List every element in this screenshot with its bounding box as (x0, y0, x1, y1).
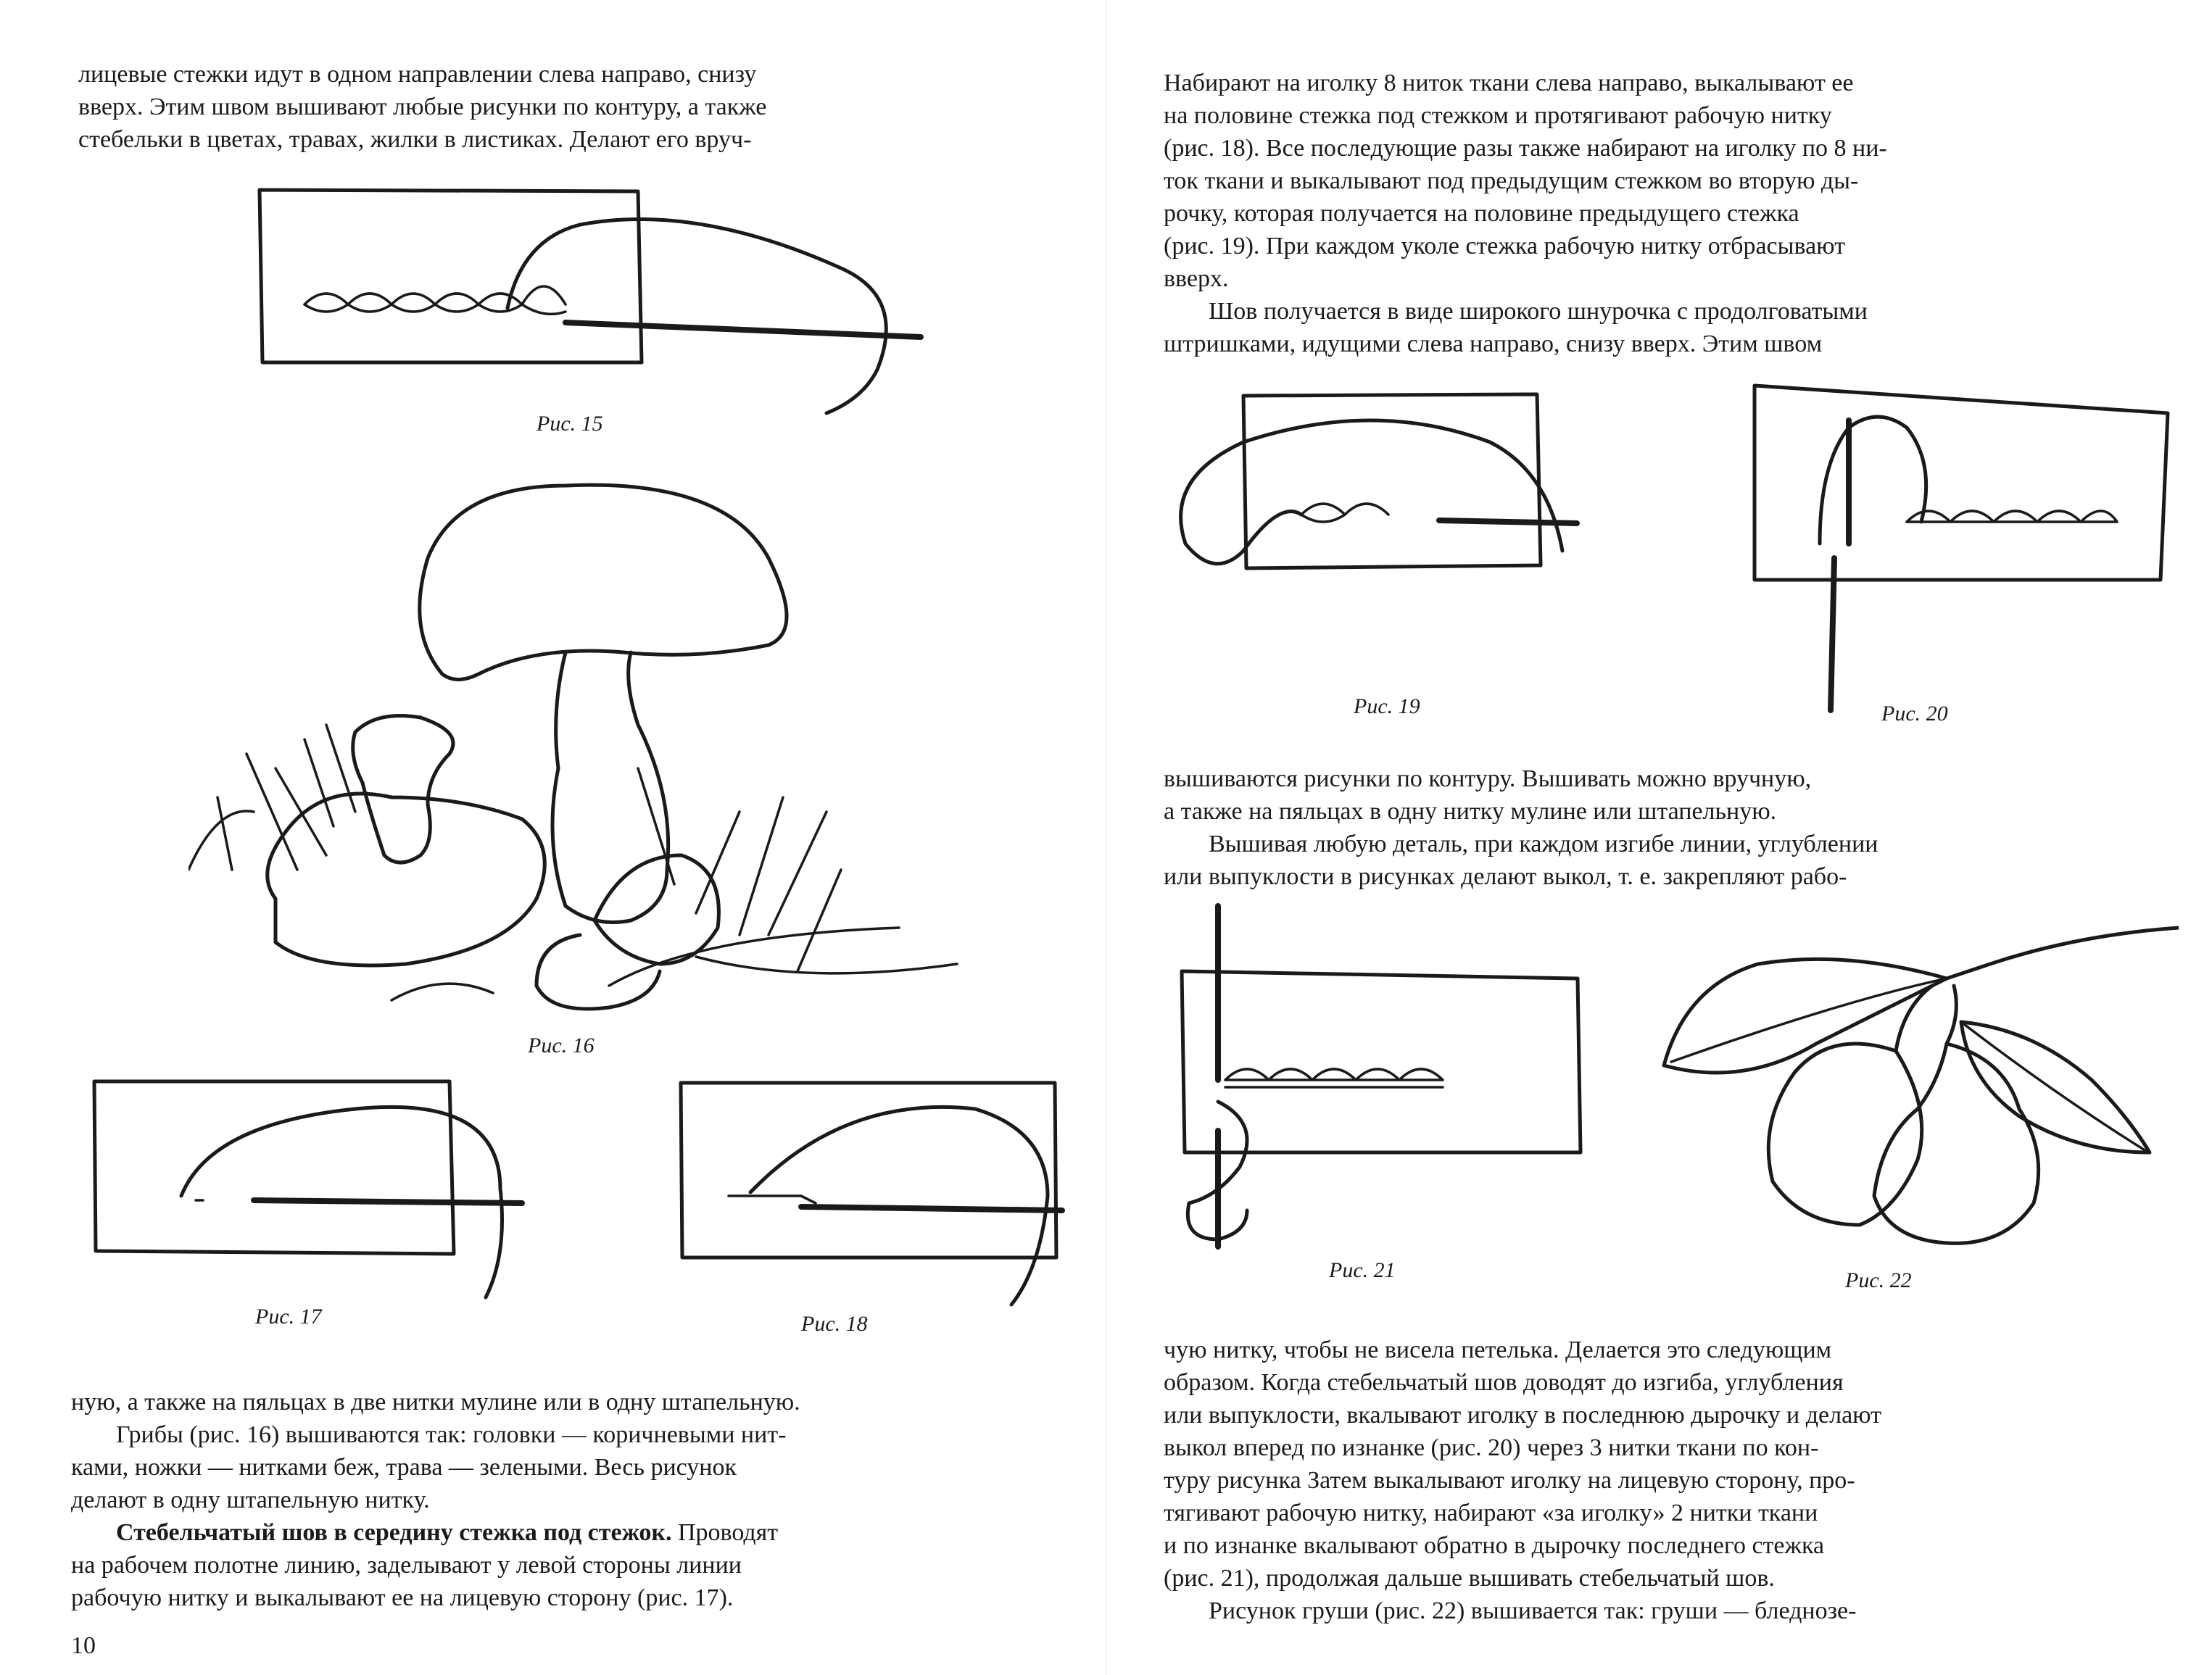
text-line: а также на пяльцах в одну нитку мулине или штапельную. (1164, 798, 1777, 825)
right-pear (1874, 1044, 2039, 1243)
caption-fig-18: Рис. 18 (801, 1312, 868, 1336)
fabric-outline (1755, 386, 2168, 580)
stitch-row-under (305, 304, 566, 314)
round-mushroom-base (537, 935, 660, 1009)
text-line: рабочую нитку и выкалывают ее на лицевую сторону (рис. 17). (71, 1584, 734, 1611)
stitch-loop (1301, 504, 1388, 522)
caption-fig-20: Рис. 20 (1881, 702, 1948, 726)
large-mushroom-cap (420, 485, 787, 679)
text-line: вверх. Этим швом вышивают любые рисунки по контуру, а также (78, 93, 767, 120)
text-line: Вышивая любую деталь, при каждом изгибе линии, углублении (1209, 831, 1878, 857)
text-line: на рабочем полотне линию, заделывают у левой стороны линии (71, 1552, 742, 1579)
small-mushroom-cap (268, 794, 545, 965)
page-number: 10 (71, 1632, 96, 1659)
stitch-row (305, 286, 566, 304)
text-line: Шов получается в виде широкого шнурочка с продолговатыми (1209, 298, 1868, 325)
left-pear (1768, 1044, 1921, 1225)
needle (1439, 520, 1577, 523)
text-line: тягивают рабочую нитку, набирают «за иголку» 2 нитки ткани (1164, 1500, 1818, 1526)
text-line: или выпуклости в рисунках делают выкол, т. е. закрепляют рабо- (1164, 863, 1847, 890)
round-mushroom-cap (595, 855, 718, 964)
large-mushroom-stem (552, 652, 668, 923)
figure-16-mushrooms-drawing (189, 464, 972, 1015)
text-line: Грибы (рис. 16) вышиваются так: головки — коричневыми нит- (116, 1421, 787, 1448)
caption-fig-16: Рис. 16 (528, 1034, 595, 1057)
text-line: чую нитку, чтобы не висела петелька. Делается это следующим (1164, 1337, 1832, 1363)
figure-15-stitch-diagram (247, 181, 935, 420)
figure-19-stitch-diagram (1156, 384, 1606, 602)
pear-stem-right (1947, 986, 1956, 1044)
text-line: (рис. 21), продолжая дальше вышивать стебельчатый шов. (1164, 1565, 1775, 1592)
figure-21-stitch-diagram (1175, 899, 1610, 1261)
figure-20-stitch-diagram (1733, 377, 2182, 718)
main-branch (1947, 928, 2179, 978)
text-line (71, 1516, 1079, 1549)
working-thread (508, 220, 886, 414)
working-thread (1820, 417, 1926, 544)
needle (254, 1200, 522, 1203)
left-bottom-paragraph (71, 1386, 1079, 1614)
text-line: (рис. 19). При каждом уколе стежка рабочую нитку отбрасывают (1164, 233, 1845, 259)
grass-blades (189, 725, 957, 1000)
text-line: выкол вперед по изнанке (рис. 20) через 3 нитки ткани по кон- (1164, 1434, 1819, 1461)
working-thread (1181, 420, 1562, 564)
figure-18-stitch-diagram (671, 1073, 1077, 1312)
text-line: Набирают на иголку 8 ниток ткани слева направо, выкалывают ее (1164, 70, 1854, 96)
right-page (1106, 0, 2212, 1675)
caption-fig-22: Рис. 22 (1845, 1268, 1912, 1292)
text-line: Рисунок груши (рис. 22) вышивается так: груши — бледнозе- (1209, 1597, 1857, 1624)
left-top-paragraph (78, 58, 1079, 156)
needle-bottom (1831, 558, 1834, 710)
needle (801, 1207, 1062, 1210)
text-line: лицевые стежки идут в одном направлении слева направо, снизу (78, 61, 757, 88)
text-line: вышиваются рисунки по контуру. Вышивать можно вручную, (1164, 765, 1812, 792)
small-mushroom-stem (353, 716, 453, 863)
text-line: ток ткани и выкалывают под предыдущим стежком во вторую ды- (1164, 167, 1859, 194)
text-line: на половине стежка под стежком и протягивают рабочую нитку (1164, 102, 1832, 129)
figure-17-stitch-diagram (80, 1065, 544, 1305)
text-line: рочку, которая получается на половине предыдущего стежка (1164, 200, 1799, 227)
fabric-outline (260, 190, 642, 362)
text-line: туру рисунка Затем выкалывают иголку на лицевую сторону, про- (1164, 1467, 1855, 1494)
fabric-outline (1182, 971, 1581, 1152)
caption-fig-15: Рис. 15 (537, 412, 603, 436)
fabric-outline (681, 1083, 1056, 1258)
right-top-paragraph (1164, 67, 2186, 360)
stitch-row (1907, 511, 2117, 522)
needle (566, 323, 921, 337)
stitch-row (1225, 1069, 1443, 1087)
section-heading: Стебельчатый шов в середину стежка под стежок. (116, 1519, 672, 1546)
text-line: или выпуклости, вкалывают иголку в последнюю дырочку и делают (1164, 1402, 1881, 1429)
text-line: делают в одну штапельную нитку. (71, 1487, 430, 1513)
text-line: ную, а также на пяльцах в две нитки мулине или в одну штапельную. (71, 1389, 800, 1416)
caption-fig-17: Рис. 17 (255, 1305, 322, 1329)
text-line: штришками, идущими слева направо, снизу вверх. Этим швом (1164, 331, 1823, 357)
text-line: вверх. (1164, 265, 1229, 292)
stitch-start (729, 1196, 816, 1203)
right-bottom-paragraph (1164, 1334, 2186, 1627)
text-fragment: Проводят (671, 1519, 779, 1546)
text-line: (рис. 18). Все последующие разы также набирают на иголку по 8 ни- (1164, 135, 1887, 162)
caption-fig-21: Рис. 21 (1329, 1258, 1396, 1282)
caption-fig-19: Рис. 19 (1354, 694, 1420, 718)
right-middle-paragraph (1164, 762, 2186, 893)
text-line: ками, ножки — нитками беж, трава — зелеными. Весь рисунок (71, 1454, 737, 1481)
text-line: и по изнанке вкалывают обратно в дырочку последнего стежка (1164, 1532, 1825, 1559)
text-line: стебельки в цветах, травах, жилки в листиках. Делают его вруч- (78, 126, 752, 153)
right-leaf (1961, 1022, 2150, 1152)
text-line: образом. Когда стебельчатый шов доводят до изгиба, углубления (1164, 1369, 1844, 1396)
figure-22-pears-drawing (1628, 920, 2179, 1254)
